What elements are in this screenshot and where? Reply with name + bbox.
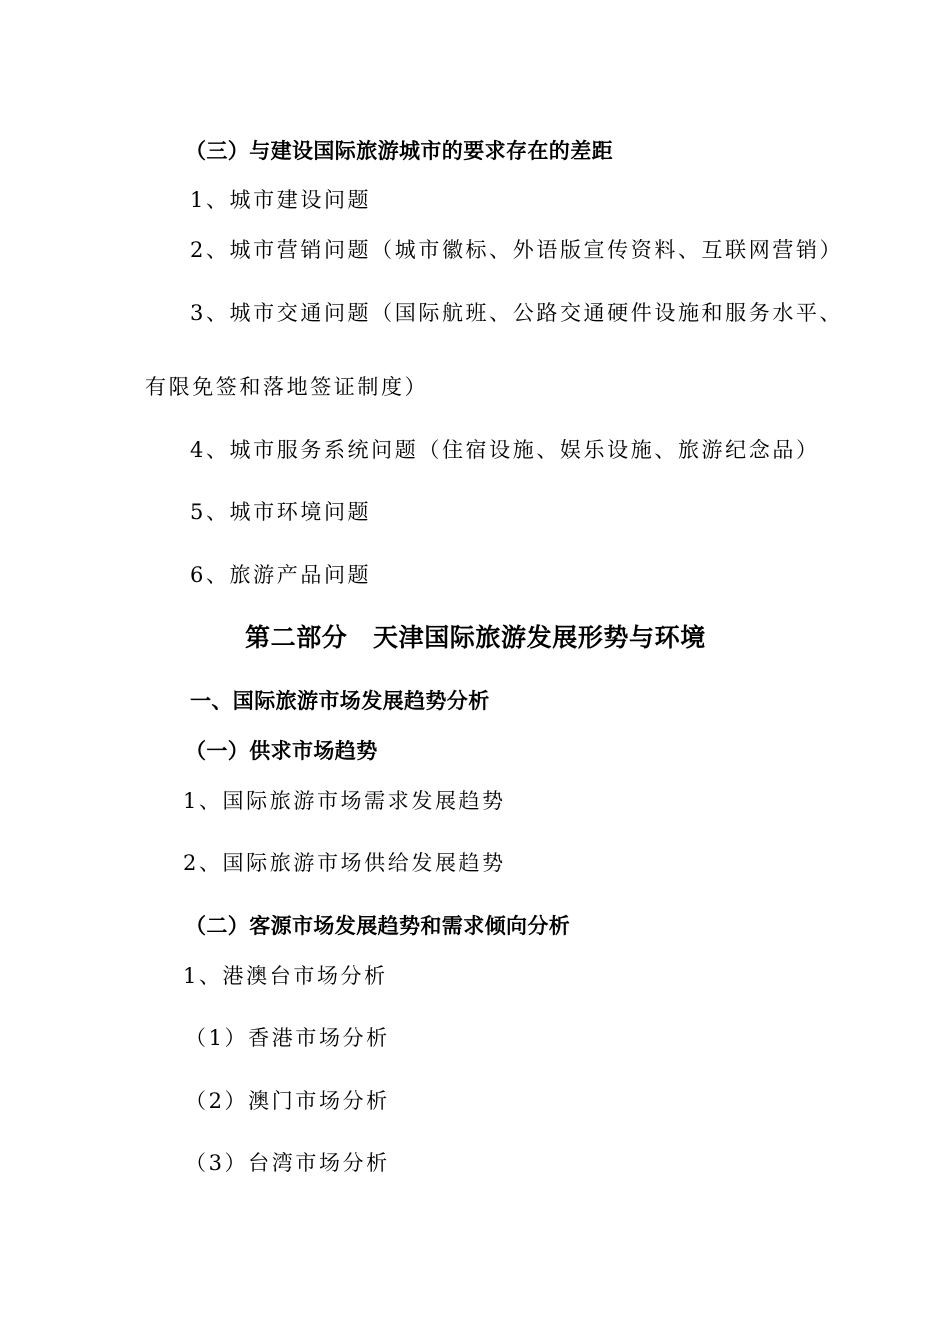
list-item: 1、港澳台市场分析: [183, 964, 388, 988]
chapter-heading: 一、国际旅游市场发展趋势分析: [190, 689, 490, 713]
list-item: （2）澳门市场分析: [185, 1089, 390, 1113]
list-item: 2、城市营销问题（城市徽标、外语版宣传资料、互联网营销）: [190, 238, 844, 262]
list-item: （3）台湾市场分析: [185, 1151, 390, 1175]
list-item: （1）香港市场分析: [185, 1026, 390, 1050]
list-item-continuation: 有限免签和落地签证制度）: [145, 375, 429, 399]
subsection-heading-source-market: （二）客源市场发展趋势和需求倾向分析: [185, 914, 571, 938]
list-item: 6、旅游产品问题: [190, 563, 372, 587]
list-item: 5、城市环境问题: [190, 500, 372, 524]
section-heading-gaps: （三）与建设国际旅游城市的要求存在的差距: [185, 139, 613, 163]
part-title: 第二部分 天津国际旅游发展形势与环境: [245, 623, 706, 652]
subsection-heading-supply-demand: （一）供求市场趋势: [185, 739, 378, 763]
list-item: 1、城市建设问题: [190, 188, 372, 212]
list-item: 1、国际旅游市场需求发展趋势: [183, 789, 506, 813]
list-item: 2、国际旅游市场供给发展趋势: [183, 851, 506, 875]
list-item: 4、城市服务系统问题（住宿设施、娱乐设施、旅游纪念品）: [190, 438, 820, 462]
list-item: 3、城市交通问题（国际航班、公路交通硬件设施和服务水平、: [190, 301, 844, 325]
